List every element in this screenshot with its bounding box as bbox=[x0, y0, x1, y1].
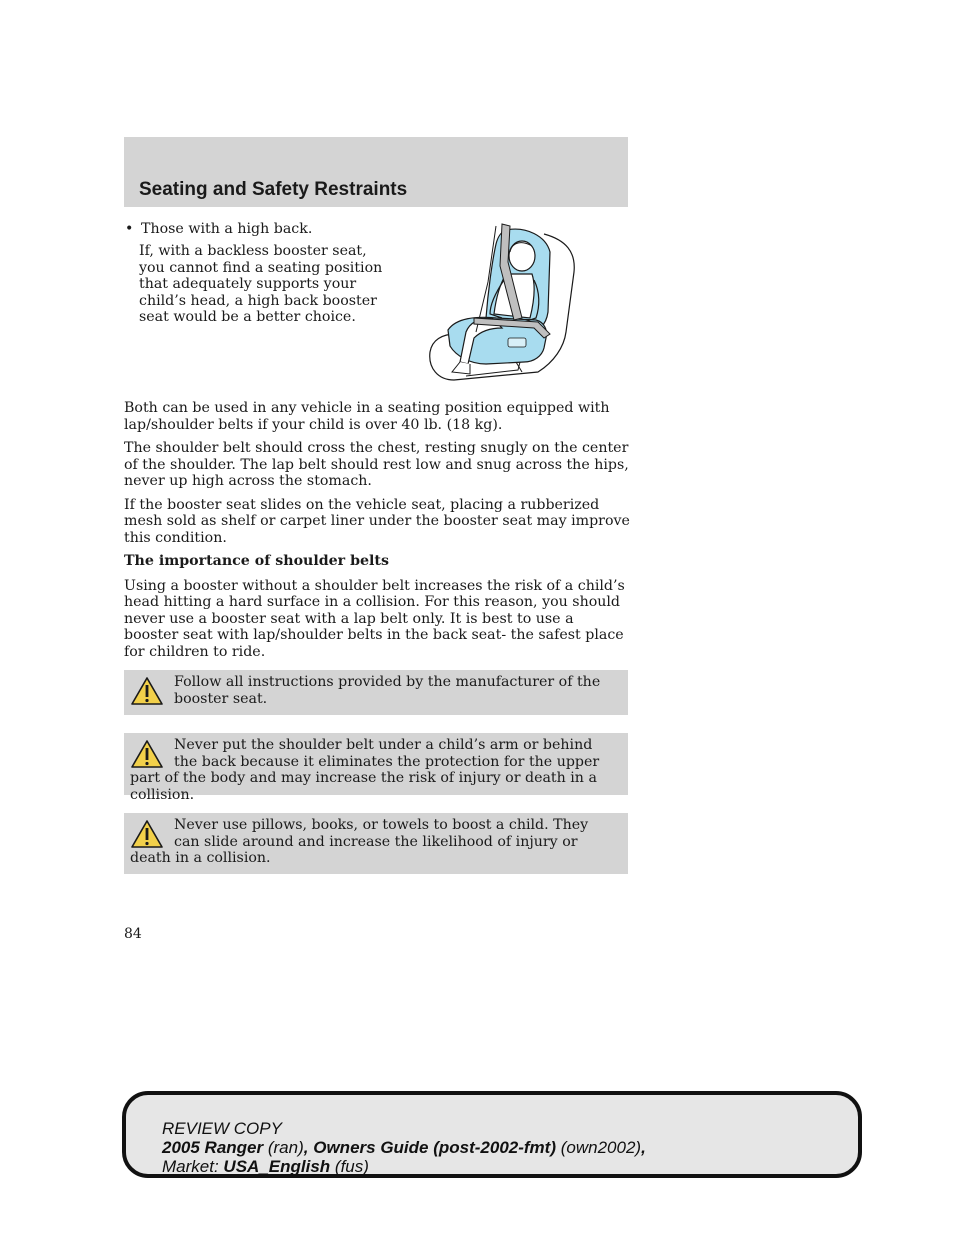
footer-market-line bbox=[162, 1157, 858, 1176]
paragraph: The shoulder belt should cross the chest, resting snugly on the center of the shoulder. The lap belt should rest low and snug across the hips, never up high across the stomach. bbox=[124, 440, 629, 489]
bullet-subtext: If, with a backless booster seat, you cannot find a seating position that adequately supports your child’s head, a high back booster seat would be a better choice. bbox=[139, 243, 383, 325]
warning-box bbox=[124, 813, 628, 874]
warning-text: Follow all instructions provided by the manufacturer of the booster seat. bbox=[174, 674, 601, 707]
warning-text: Never use pillows, books, or towels to boost a child. They can slide around and increase the likelihood of injury or death in a collision. bbox=[130, 817, 589, 866]
footer-guide: Owners Guide (post-2002-fmt) bbox=[313, 1138, 556, 1157]
paragraph: Using a booster without a shoulder belt increases the risk of a child’s head hitting a hard surface in a collision. For this reason, you should never use a booster seat with a lap belt only. It is best to use a booster seat with lap/shoulder belts in the back seat- the safest place for children to ride. bbox=[124, 577, 625, 660]
warning-triangle-icon bbox=[130, 676, 164, 706]
subheading: The importance of shoulder belts bbox=[124, 553, 389, 569]
footer-market-code: (fus) bbox=[334, 1157, 369, 1176]
warning-box bbox=[124, 670, 628, 715]
footer-review: REVIEW COPY bbox=[162, 1119, 282, 1138]
footer-sep: , bbox=[303, 1138, 309, 1157]
bullet-item bbox=[125, 221, 415, 238]
footer-model-code: (ran) bbox=[267, 1138, 304, 1157]
warning-triangle-icon bbox=[130, 819, 164, 849]
page-number: 84 bbox=[124, 926, 142, 942]
footer-guide-code: (own2002) bbox=[560, 1138, 642, 1157]
bullet-marker: • bbox=[125, 221, 134, 237]
warning-text: Never put the shoulder belt under a child’s arm or behind the back because it eliminates the protection for the upper part of the body and may increase the risk of injury or death in a collision. bbox=[130, 737, 600, 803]
footer-market: USA_English bbox=[223, 1157, 331, 1176]
bullet-text: Those with a high back. bbox=[141, 221, 313, 237]
booster-seat-illustration bbox=[426, 222, 584, 382]
paragraph: If the booster seat slides on the vehicle seat, placing a rubberized mesh sold as shelf or carpet liner under the booster seat may improve this condition. bbox=[124, 496, 630, 546]
section-title: Seating and Safety Restraints bbox=[139, 179, 408, 200]
footer-market-label: Market: bbox=[162, 1157, 219, 1176]
section-header bbox=[124, 137, 628, 207]
paragraph: Both can be used in any vehicle in a seating position equipped with lap/shoulder belts if your child is over 40 lb. (18 kg). bbox=[124, 400, 610, 433]
main-text bbox=[124, 400, 630, 667]
warning-triangle-icon bbox=[130, 739, 164, 769]
warning-box bbox=[124, 733, 628, 803]
footer-model: 2005 Ranger bbox=[162, 1138, 264, 1157]
review-copy-footer bbox=[122, 1091, 862, 1178]
footer-model-line bbox=[162, 1138, 858, 1157]
footer-sep: , bbox=[641, 1138, 646, 1157]
